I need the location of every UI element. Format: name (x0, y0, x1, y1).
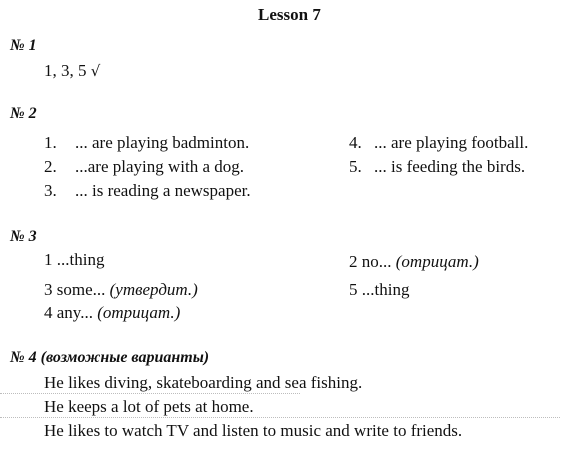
exercise-2-heading: № 2 (10, 105, 37, 122)
item-text: 2 no... (349, 252, 392, 271)
exercise-4-line-1: He likes diving, skateboarding and sea fishing. (44, 373, 363, 392)
exercise-3-item-2 (349, 252, 479, 272)
item-text: ... is reading a newspaper. (75, 181, 251, 200)
item-text: ... are playing football. (374, 133, 529, 152)
item-text: 5 ...thing (349, 280, 410, 299)
exercise-3-item-4 (44, 303, 180, 323)
item-note: (отрицат.) (97, 303, 181, 322)
exercise-2-item-1 (44, 133, 249, 153)
item-note: (отрицат.) (395, 252, 479, 271)
exercise-3-item-5 (349, 280, 409, 300)
dotted-guide-line (0, 393, 300, 394)
exercise-2-item-4 (349, 133, 528, 153)
item-number: 1. (44, 133, 57, 152)
exercise-3-item-3 (44, 280, 198, 300)
exercise-3-heading: № 3 (10, 228, 37, 245)
exercise-2-item-5 (349, 157, 525, 177)
check-mark-icon: √ (90, 62, 101, 80)
exercise-1-answer (44, 61, 100, 81)
exercise-1-answer-text: 1, 3, 5 (44, 61, 87, 80)
item-text: 3 some... (44, 280, 106, 299)
dotted-guide-line (0, 417, 560, 418)
item-number: 2. (44, 157, 57, 176)
exercise-2-item-2 (44, 157, 244, 177)
lesson-title: Lesson 7 (258, 5, 321, 24)
exercise-4-line-3: He likes to watch TV and listen to music and write to friends. (44, 421, 463, 440)
item-number: 5. (349, 157, 362, 176)
exercise-3-item-1 (44, 250, 104, 270)
item-text: 4 any... (44, 303, 93, 322)
item-number: 3. (44, 181, 57, 200)
exercise-1-heading: № 1 (10, 37, 37, 54)
item-text: 1 ...thing (44, 250, 105, 269)
exercise-4-line-2: He keeps a lot of pets at home. (44, 397, 254, 416)
item-text: ... are playing badminton. (75, 133, 250, 152)
item-number: 4. (349, 133, 362, 152)
item-text: ... is feeding the birds. (374, 157, 526, 176)
item-text: ...are playing with a dog. (75, 157, 245, 176)
exercise-4-heading: № 4 (возможные варианты) (10, 349, 210, 366)
exercise-2-item-3 (44, 181, 251, 201)
item-note: (утвердит.) (109, 280, 198, 299)
